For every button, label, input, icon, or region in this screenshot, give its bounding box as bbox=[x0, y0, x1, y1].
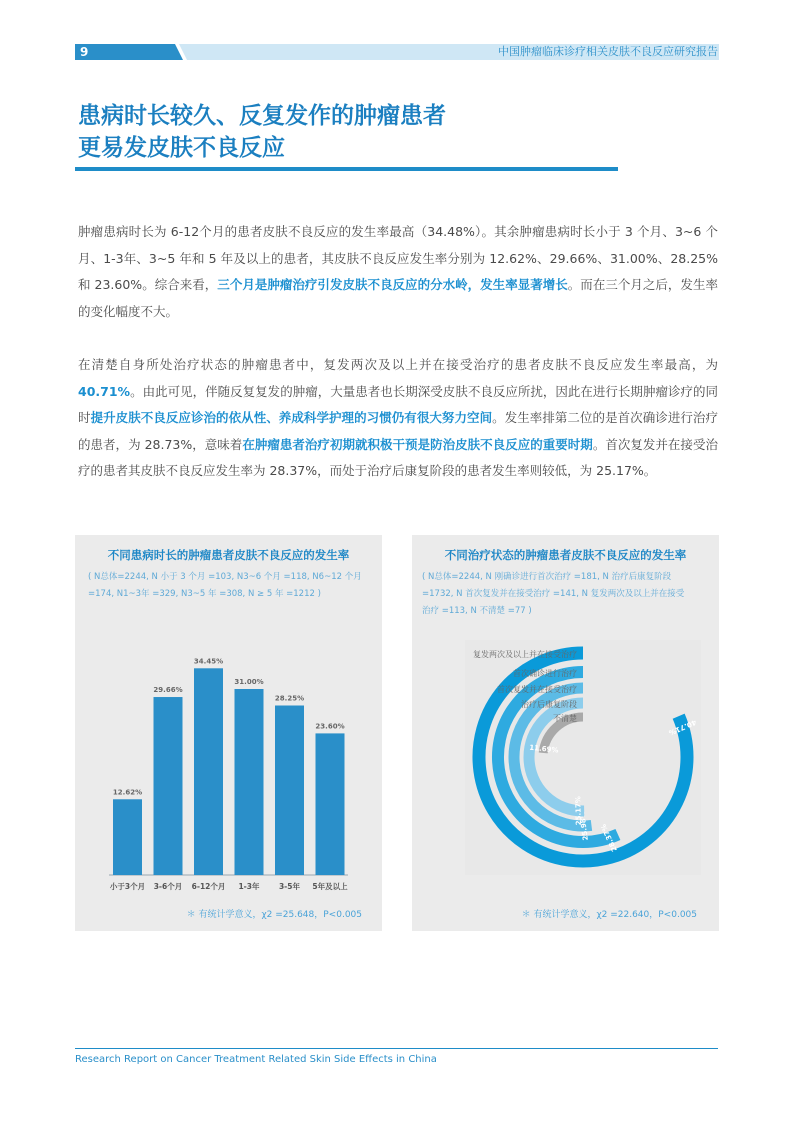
page-number-tab bbox=[75, 44, 183, 60]
title-underline bbox=[75, 167, 618, 171]
bar-value-label: 23.60% bbox=[315, 722, 345, 731]
paragraph-treatment-status bbox=[78, 352, 718, 485]
bar-value-label: 34.45% bbox=[193, 657, 224, 666]
significance-note: ＊ 有统计学意义，χ2 =25.648，P<0.005 bbox=[186, 910, 362, 920]
category-label: 首次复发并在接受治疗 bbox=[497, 685, 577, 694]
running-title: 中国肿瘤临床诊疗相关皮肤不良反应研究报告 bbox=[498, 45, 718, 58]
category-label: 复发两次及以上并在接受治疗 bbox=[473, 650, 577, 659]
highlight-text: 40.71% bbox=[78, 383, 131, 399]
significance-note: ＊ 有统计学意义，χ2 =22.640，P<0.005 bbox=[521, 910, 697, 920]
footer-rule bbox=[75, 1048, 718, 1049]
category-label: 不清楚 bbox=[553, 714, 577, 723]
radial-value-label: 40.71% bbox=[667, 717, 698, 737]
chart-note-line: ( N总体=2244, N 小于 3 个月 =103, N3~6 个月 =118, N6~12 个月 bbox=[88, 572, 362, 582]
highlight-text: 三个月是肿瘤治疗引发皮肤不良反应的分水岭，发生率显著增长 bbox=[217, 277, 568, 292]
bar-value-label: 12.62% bbox=[112, 788, 143, 797]
highlight-text: 提升皮肤不良反应诊治的依从性、养成科学护理的习惯仍有很大努力空间 bbox=[90, 410, 493, 425]
bar bbox=[194, 668, 223, 875]
bar-value-label: 28.25% bbox=[274, 694, 305, 703]
section-title-line2: 更易发皮肤不良反应 bbox=[78, 135, 285, 161]
chart-note-line: ( N总体=2244, N 刚确诊进行首次治疗 =181, N 治疗后康复阶段 bbox=[422, 572, 672, 582]
paragraph-duration bbox=[78, 219, 718, 325]
category-label: 治疗后康复阶段 bbox=[521, 700, 577, 709]
bar bbox=[154, 697, 183, 875]
category-label: 1-3年 bbox=[238, 882, 260, 891]
radial-value-label: 11.69% bbox=[528, 743, 559, 755]
section-title-line1: 患病时长较久、反复发作的肿瘤患者 bbox=[78, 103, 446, 129]
bar bbox=[275, 706, 304, 876]
category-label: 3-5年 bbox=[278, 882, 301, 891]
paragraph-text: 在清楚自身所处治疗状态的肿瘤患者中，复发两次及以上并在接受治疗的患者皮肤不良反应发生率最高，为 bbox=[78, 357, 718, 372]
paragraph-text: 。首次复发并在接受治疗的患者其皮肤不良反应发生率为 28.37%，而处于治疗后康复阶段的患者发生率则较低，为 25.17%。 bbox=[78, 436, 718, 478]
category-label: 小于3个月 bbox=[109, 882, 146, 891]
paragraph-text: 。而在三个月之后，发生率的变化幅度不大。 bbox=[78, 277, 718, 319]
chart-panel-treatment bbox=[412, 535, 719, 931]
chart-note-line: =174, N1~3年 =329, N3~5 年 =308, N ≥ 5 年 =1212 ) bbox=[88, 589, 321, 599]
chart-sample-note bbox=[88, 569, 378, 603]
radial-value-label: 25.17% bbox=[574, 796, 583, 826]
category-label: 首次确诊进行治疗 bbox=[513, 669, 577, 678]
highlight-text: 在肿瘤患者治疗初期就积极干预是防治皮肤不良反应的重要时期 bbox=[242, 436, 593, 452]
footer-text: Research Report on Cancer Treatment Related Skin Side Effects in China bbox=[75, 1054, 437, 1065]
paragraph-text: 。由此可见，伴随反复复发的肿瘤，大量患者也长期深受皮肤不良反应所扰，因此在进行长期肿瘤诊疗的同时 bbox=[78, 383, 718, 425]
chart-sample-note bbox=[422, 569, 717, 620]
radial-value-label: 28.37% bbox=[599, 822, 619, 853]
chart-panel-duration bbox=[75, 535, 382, 931]
section-title bbox=[78, 100, 446, 164]
category-label: 6-12个月 bbox=[191, 882, 226, 891]
radial-value-label: 25.98% bbox=[578, 810, 590, 841]
category-label: 5年及以上 bbox=[312, 882, 348, 891]
bar-chart bbox=[75, 625, 382, 895]
bar-value-label: 31.00% bbox=[234, 678, 264, 686]
chart-title: 不同患病时长的肿瘤患者皮肤不良反应的发生率 bbox=[107, 548, 350, 562]
paragraph-text: 肿瘤患病时长为 6-12个月的患者皮肤不良反应的发生率最高（34.48%）。其余肿瘤患病时长小于 3 个月、3~6 个月、1-3年、3~5 年和 5 年及以上的患者，其皮肤不良反应发生率分别为 12.62%、29.66%、31.00%、28.25% 和 23.60%。综合来看， bbox=[78, 224, 718, 292]
bar bbox=[113, 799, 142, 875]
bar bbox=[316, 733, 345, 875]
bar bbox=[235, 689, 264, 875]
chart-note-line: 治疗 =113, N 不清楚 =77 ) bbox=[422, 606, 532, 616]
radial-chart bbox=[412, 640, 719, 875]
chart-note-line: =1732, N 首次复发并在接受治疗 =141, N 复发两次及以上并在接受 bbox=[422, 589, 685, 599]
paragraph-text: 。发生率排第二位的是首次确诊进行治疗的患者，为 28.73%，意味着 bbox=[78, 410, 718, 452]
category-label: 3-6个月 bbox=[153, 882, 183, 891]
page-number: 9 bbox=[80, 45, 89, 59]
chart-title: 不同治疗状态的肿瘤患者皮肤不良反应的发生率 bbox=[444, 548, 687, 562]
bar-value-label: 29.66% bbox=[153, 686, 183, 695]
